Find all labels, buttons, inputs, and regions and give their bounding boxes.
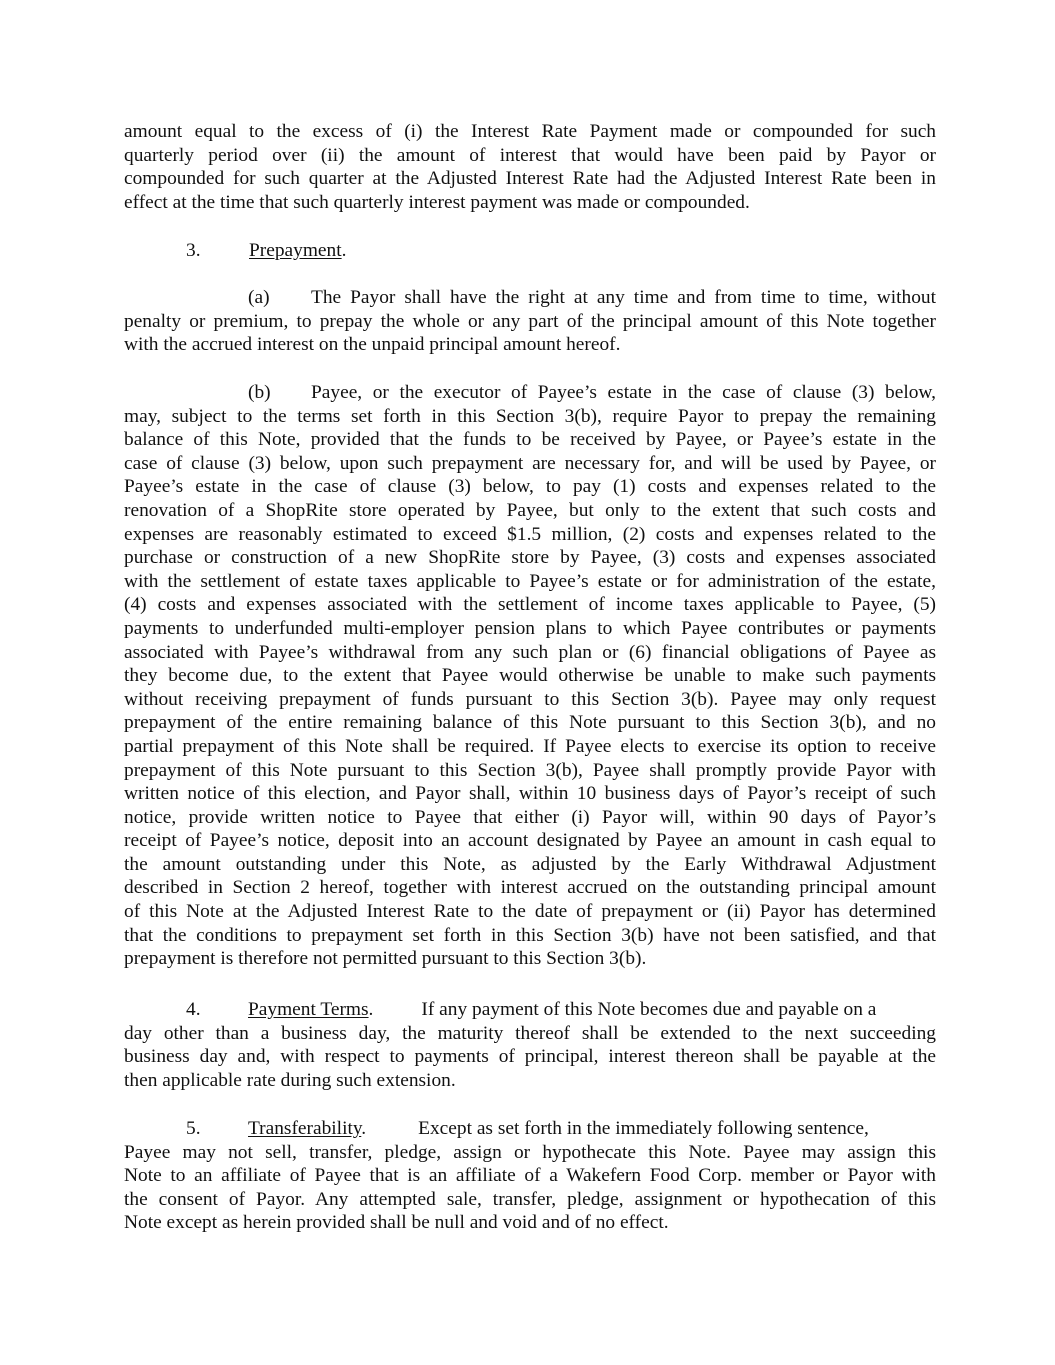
text-line: described in Section 2 hereof, together with interest accrued on the outstanding principal amount [124, 877, 936, 899]
clause-label: (b) [248, 382, 271, 403]
section-title-period: . [341, 240, 347, 261]
text-line: prepayment of the entire remaining balance of this Note pursuant to this Section 3(b), and no [124, 712, 936, 734]
clause-first-line: The Payor shall have the right at any time and from time to time, without [311, 287, 936, 308]
section-3b-paragraph [124, 381, 936, 971]
text-line: may, subject to the terms set forth in this Section 3(b), require Payor to prepay the remaining [124, 405, 936, 427]
text-line: receipt of Payee’s notice, deposit into an account designated by Payee an amount in cash equal to [124, 830, 936, 852]
clause-label: (a) [248, 287, 270, 308]
section-number: 3. [186, 240, 201, 261]
text-line: notice, provide written notice to Payee that either (i) Payor will, within 90 days of Payor’s [124, 806, 936, 828]
text-line: with the settlement of estate taxes applicable to Payee’s estate or for administration of the estate, [124, 570, 936, 592]
text-line: that the conditions to prepayment set forth in this Section 3(b) have not been satisfied, and that [124, 924, 936, 946]
text-line: payments to underfunded multi-employer pension plans to which Payee contributes or payments [124, 617, 936, 639]
text-line: case of clause (3) below, upon such prepayment are necessary for, and will be used by Payee, or [124, 452, 936, 474]
text-line: associated with Payee’s withdrawal from any such plan or (6) financial obligations of Payee as [124, 641, 936, 663]
section-number: 4. [186, 999, 201, 1020]
section-5-paragraph [124, 1117, 936, 1235]
text-line: renovation of a ShopRite store operated by Payee, but only to the extent that such costs and [124, 499, 936, 521]
text-line: Payee may not sell, transfer, pledge, assign or hypothecate this Note. Payee may assign this [124, 1141, 936, 1163]
text-line: penalty or premium, to prepay the whole or any part of the principal amount of this Note together [124, 310, 936, 332]
clause-first-line: Payee, or the executor of Payee’s estate in the case of clause (3) below, [311, 382, 936, 403]
section-title: Transferability [248, 1118, 362, 1139]
section-number: 5. [186, 1118, 201, 1139]
text-line [124, 1117, 936, 1141]
text-line: then applicable rate during such extension. [124, 1069, 456, 1091]
text-line: Note except as herein provided shall be null and void and of no effect. [124, 1212, 669, 1234]
section-title-period: . [368, 999, 374, 1020]
section-title: Prepayment [249, 240, 342, 261]
text-line: the consent of Payor. Any attempted sale, transfer, pledge, assignment or hypothecation of this [124, 1188, 936, 1210]
text-line: the amount outstanding under this Note, as adjusted by the Early Withdrawal Adjustment [124, 853, 936, 875]
text-line: Note to an affiliate of Payee that is an affiliate of a Wakefern Food Corp. member or Payor with [124, 1165, 936, 1187]
text-line: (4) costs and expenses associated with the settlement of income taxes applicable to Payee, (5) [124, 594, 936, 616]
intro-paragraph [124, 120, 936, 214]
section-first-line: If any payment of this Note becomes due and payable on a [421, 999, 877, 1020]
text-line: effect at the time that such quarterly interest payment was made or compounded. [124, 191, 750, 213]
text-line: amount equal to the excess of (i) the Interest Rate Payment made or compounded for such [124, 121, 936, 142]
text-line: of this Note at the Adjusted Interest Rate to the date of prepayment or (ii) Payor has determined [124, 901, 936, 923]
text-line: without receiving prepayment of funds pursuant to this Section 3(b). Payee may only request [124, 688, 936, 710]
text-line: written notice of this election, and Payor shall, within 10 business days of Payor’s receipt of such [124, 783, 936, 805]
text-line: they become due, to the extent that Payee would otherwise be unable to make such payments [124, 665, 936, 687]
section-title: Payment Terms [248, 999, 369, 1020]
text-line: business day and, with respect to payments of principal, interest thereon shall be payable at the [124, 1046, 936, 1068]
text-line: quarterly period over (ii) the amount of interest that would have been paid by Payor or [124, 144, 936, 166]
text-line: compounded for such quarter at the Adjusted Interest Rate had the Adjusted Interest Rate been in [124, 168, 936, 190]
text-line: day other than a business day, the maturity thereof shall be extended to the next succeeding [124, 1022, 936, 1044]
text-line: prepayment is therefore not permitted pursuant to this Section 3(b). [124, 948, 647, 970]
section-title-period: . [361, 1118, 367, 1139]
section-4-paragraph [124, 998, 936, 1092]
section-3-heading [186, 239, 346, 263]
text-line: purchase or construction of a new ShopRite store by Payee, (3) costs and expenses associated [124, 547, 936, 569]
section-3a-paragraph [124, 286, 936, 357]
text-line [124, 381, 936, 405]
text-line: partial prepayment of this Note shall be required. If Payee elects to exercise its option to receive [124, 735, 936, 757]
text-line: prepayment of this Note pursuant to this Section 3(b), Payee shall promptly provide Payor with [124, 759, 936, 781]
text-line: with the accrued interest on the unpaid principal amount hereof. [124, 334, 621, 356]
text-line: Payee’s estate in the case of clause (3) below, to pay (1) costs and expenses related to the [124, 476, 936, 498]
text-line [124, 286, 936, 310]
text-line: balance of this Note, provided that the funds to be received by Payee, or Payee’s estate in the [124, 429, 936, 451]
text-line [124, 998, 936, 1022]
section-first-line: Except as set forth in the immediately following sentence, [418, 1118, 869, 1139]
text-line: expenses are reasonably estimated to exceed $1.5 million, (2) costs and expenses related to the [124, 523, 936, 545]
